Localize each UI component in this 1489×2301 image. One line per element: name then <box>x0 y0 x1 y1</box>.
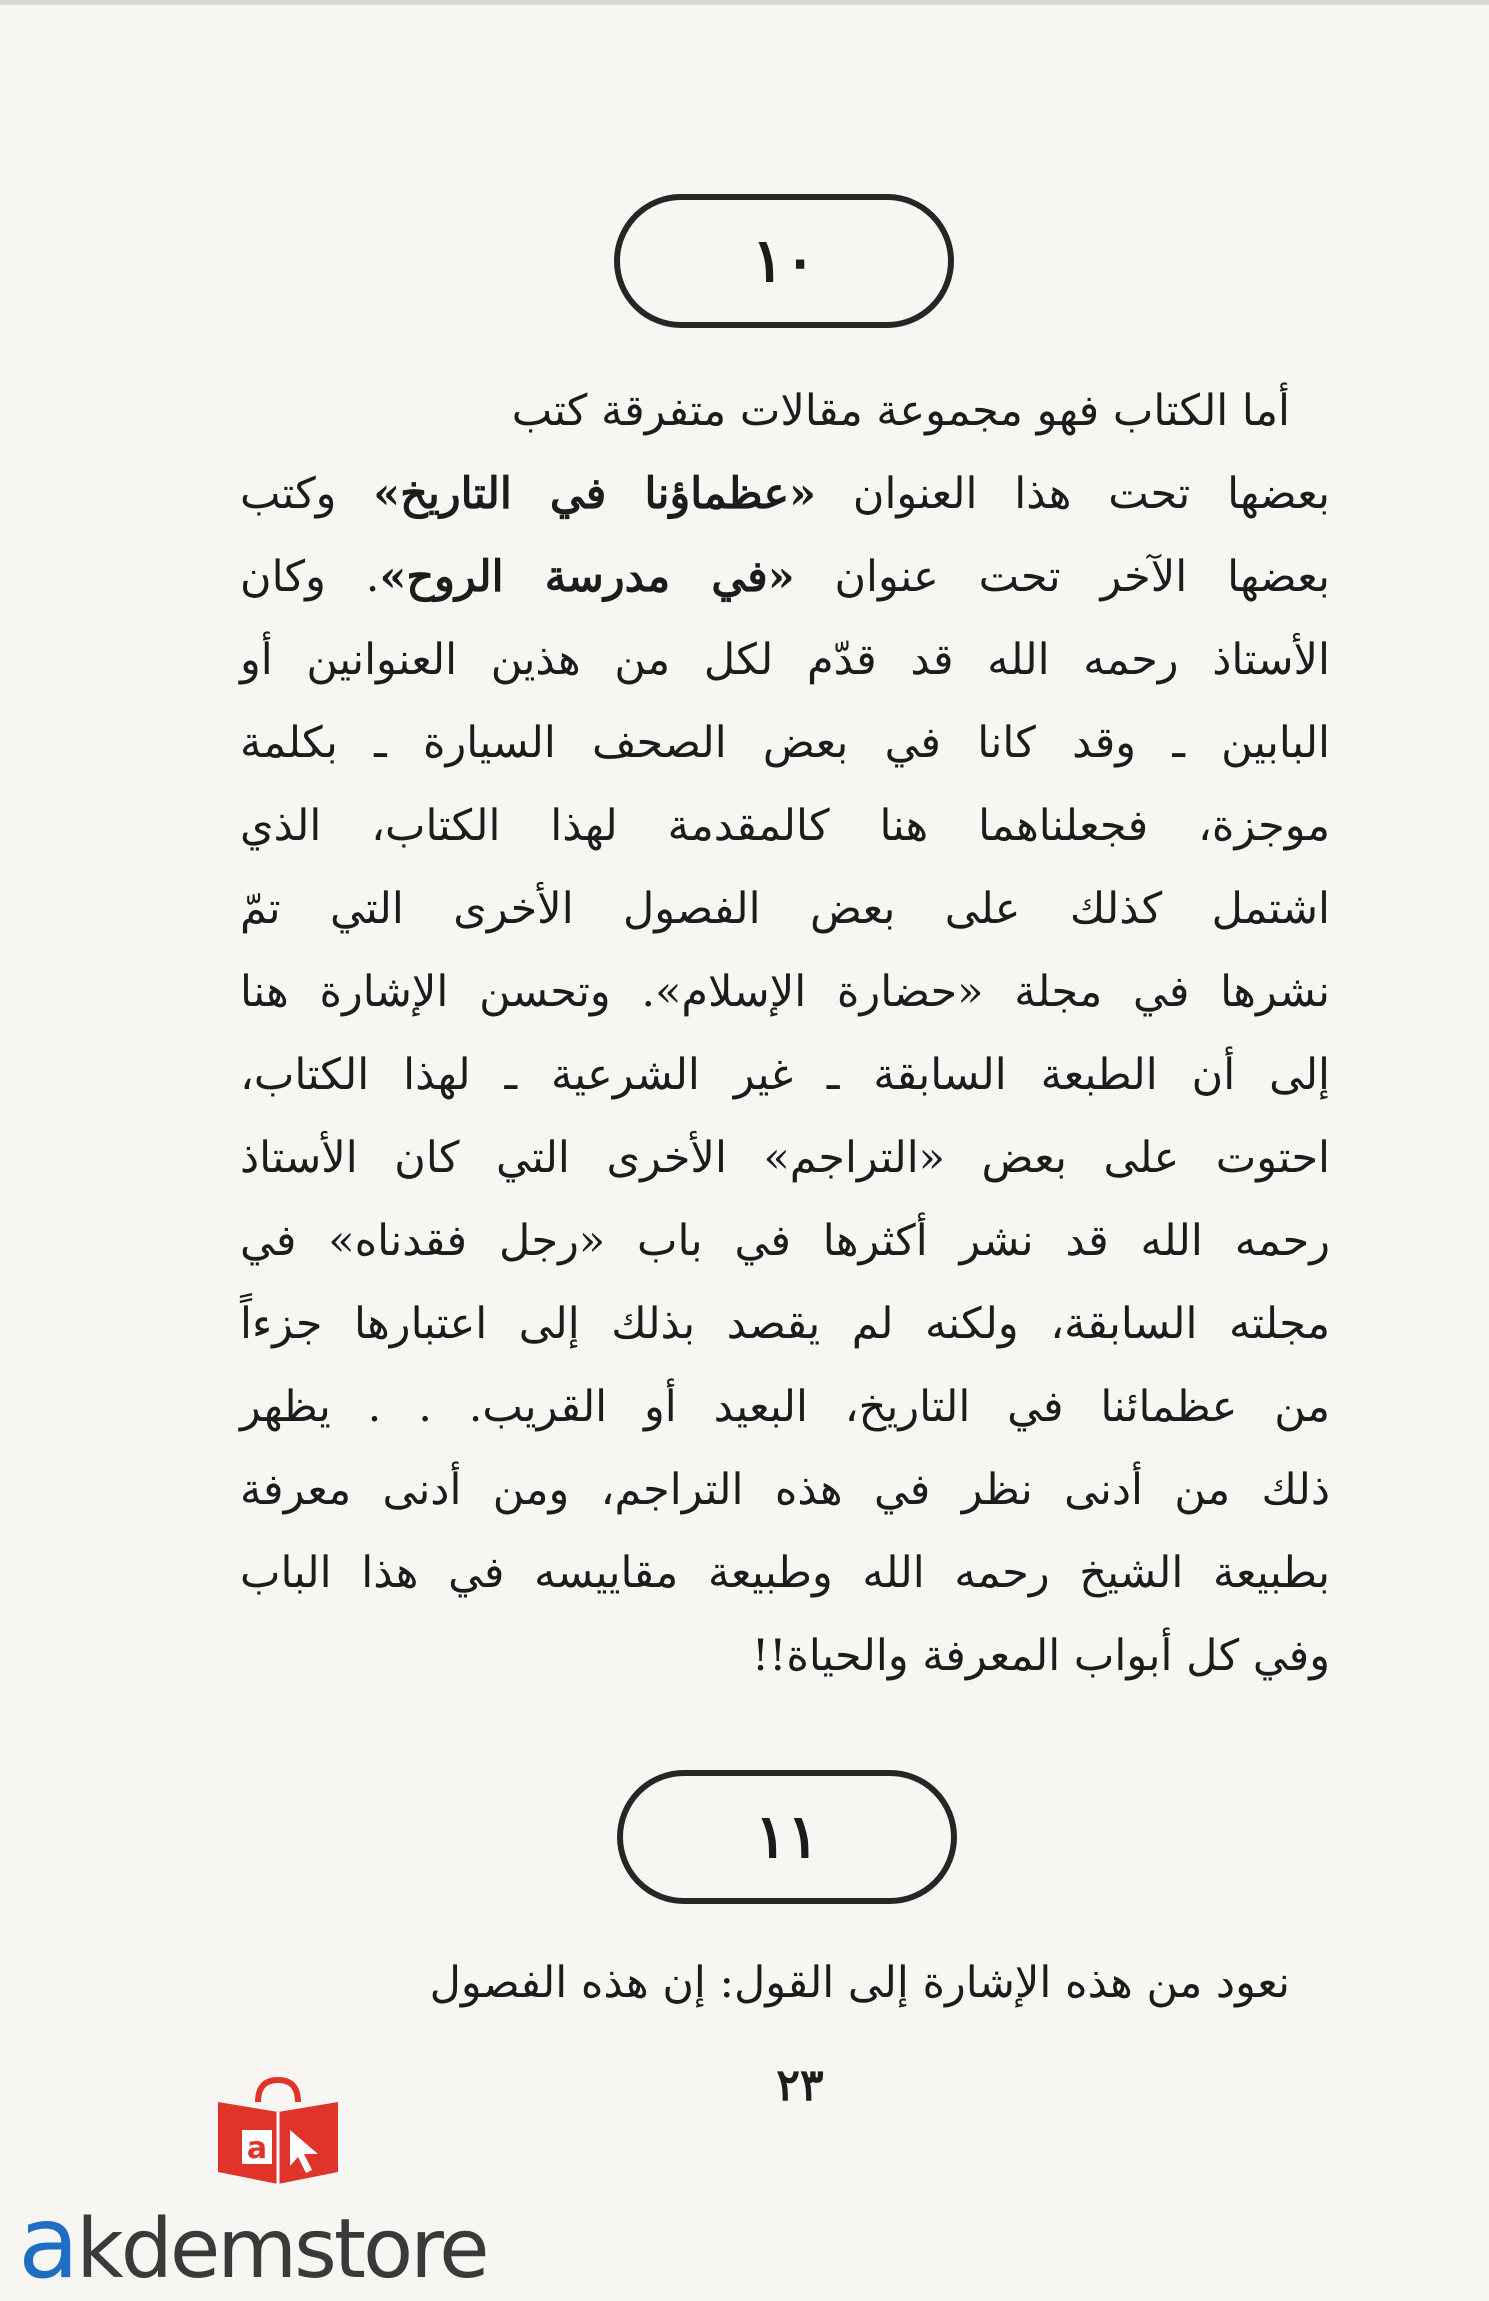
text-line: من عظمائنا في التاريخ، البعيد أو القريب. . . يظهر <box>240 1382 1330 1432</box>
section-number: ١٠ <box>751 226 817 296</box>
text-line: نعود من هذه الإشارة إلى القول: إن هذه الفصول <box>429 1958 1290 2008</box>
book-bag-logo-icon <box>208 2072 348 2192</box>
store-name: akdemstore <box>18 2184 487 2301</box>
text-line: بطبيعة الشيخ رحمه الله وطبيعة مقاييسه في هذا الباب <box>240 1548 1330 1598</box>
text-line: وفي كل أبواب المعرفة والحياة!! <box>751 1631 1330 1681</box>
section-number: ١١ <box>754 1802 820 1872</box>
page-number: ٢٣ <box>776 2060 824 2111</box>
section-number-badge <box>614 194 954 328</box>
text-line: نشرها في مجلة «حضارة الإسلام». وتحسن الإشارة هنا <box>240 967 1330 1017</box>
section-11-paragraph <box>240 1942 1330 2025</box>
text-line: ذلك من أدنى نظر في هذه التراجم، ومن أدنى معرفة <box>240 1465 1330 1515</box>
text-line: الأستاذ رحمه الله قد قدّم لكل من هذين العنوانين أو <box>240 635 1330 685</box>
bold-title: «في مدرسة الروح» <box>379 552 795 602</box>
text-line: موجزة، فجعلناهما هنا كالمقدمة لهذا الكتاب، الذي <box>240 801 1330 851</box>
text-line: احتوت على بعض «التراجم» الأخرى التي كان الأستاذ <box>240 1133 1330 1183</box>
text-line: إلى أن الطبعة السابقة ـ غير الشرعية ـ لهذا الكتاب، <box>240 1050 1330 1100</box>
page-top-edge <box>0 0 1489 5</box>
text-line: اشتمل كذلك على بعض الفصول الأخرى التي تمّ <box>240 884 1330 934</box>
text-line: رحمه الله قد نشر أكثرها في باب «رجل فقدناه» في <box>240 1216 1330 1266</box>
section-number-badge <box>617 1770 957 1904</box>
bold-title: «عظماؤنا في التاريخ» <box>373 469 817 519</box>
store-watermark <box>18 2072 538 2301</box>
text-line: مجلته السابقة، ولكنه لم يقصد بذلك إلى اعتبارها جزءاً <box>240 1299 1330 1349</box>
text-line: البابين ـ وقد كانا في بعض الصحف السيارة ـ بكلمة <box>240 718 1330 768</box>
text-line: أما الكتاب فهو مجموعة مقالات متفرقة كتب <box>511 386 1290 436</box>
text-line: بعضها تحت هذا العنوان «عظماؤنا في التاريخ» وكتب <box>240 469 1330 519</box>
text-line: بعضها الآخر تحت عنوان «في مدرسة الروح». وكان <box>240 552 1330 602</box>
section-10-paragraph <box>240 370 1330 1698</box>
svg-text:a: a <box>246 2131 268 2166</box>
